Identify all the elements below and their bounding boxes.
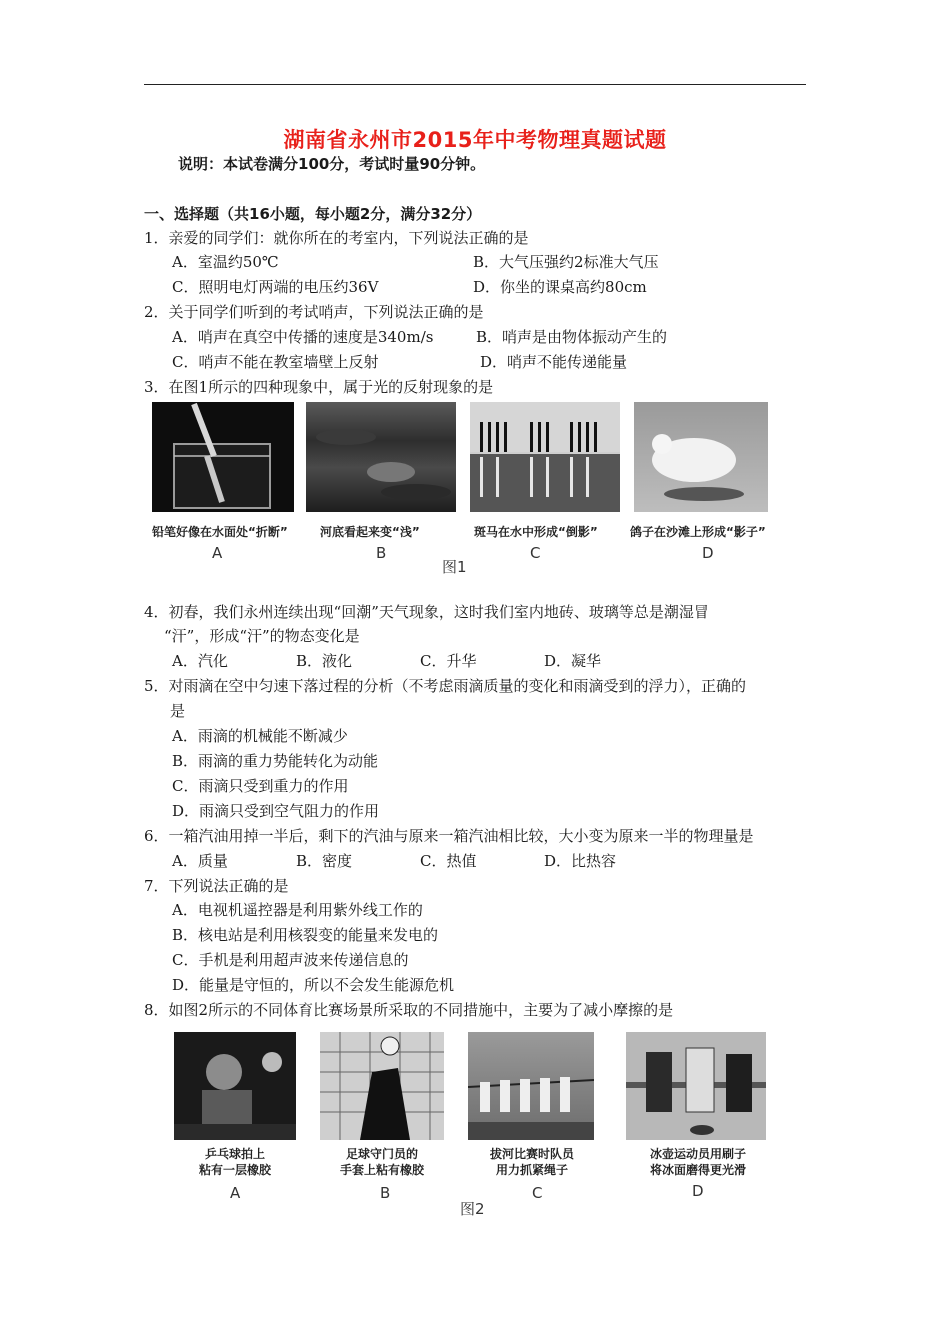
figure-2-caption-d: [626, 1146, 770, 1178]
figure-1-letter-c: C: [530, 544, 541, 562]
figure-1-letter-d: D: [702, 544, 714, 562]
question-6-stem: 6．一箱汽油用掉一半后，剩下的汽油与原来一箱汽油相比较，大小变为原来一半的物理量是: [144, 827, 754, 845]
figure-2-label: 图2: [460, 1200, 485, 1218]
question-7-option-c: C．手机是利用超声波来传递信息的: [172, 951, 409, 969]
figure-2-letter-d: D: [692, 1182, 704, 1200]
question-2-option-c: C．哨声不能在教室墙壁上反射: [172, 353, 379, 371]
question-1-option-d: D．你坐的课桌高约80cm: [473, 278, 647, 296]
figure-2-photo-d: [626, 1032, 766, 1140]
figure-2-caption-b-line2: 手套上粘有橡胶: [339, 1163, 424, 1177]
figure-2-letter-b: B: [380, 1184, 391, 1202]
figure-2-caption-c-line2: 用力抓紧绳子: [495, 1163, 568, 1177]
figure-1-letter-a: A: [212, 544, 223, 562]
figure-1-photo-d: [634, 402, 768, 512]
question-6-option-a: A．质量: [172, 852, 228, 870]
figure-2-caption-b: [314, 1146, 450, 1178]
figure-2-photo-c: [468, 1032, 594, 1140]
question-2-option-d: D．哨声不能传递能量: [480, 353, 628, 371]
question-7-stem: 7．下列说法正确的是: [144, 877, 289, 895]
question-4-stem: 4．初春，我们永州连续出现“回潮”天气现象，这时我们室内地砖、玻璃等总是潮湿冒: [144, 603, 709, 621]
question-2-option-b: B．哨声是由物体振动产生的: [476, 328, 668, 346]
figure-1-caption-b: 河底看起来变“浅”: [320, 525, 420, 539]
question-2-stem: 2．关于同学们听到的考试哨声，下列说法正确的是: [144, 303, 484, 321]
question-4-option-d: D．凝华: [544, 652, 602, 670]
question-5-option-d: D．雨滴只受到空气阻力的作用: [172, 802, 380, 820]
question-1-stem: 1．亲爱的同学们：就你所在的考室内，下列说法正确的是: [144, 229, 529, 247]
figure-1-label: 图1: [442, 558, 467, 576]
question-1-option-a: A．室温约50℃: [172, 253, 279, 271]
figure-2-letter-a: A: [230, 1184, 241, 1202]
figure-2-caption-a-line1: 乒乓球拍上: [204, 1147, 265, 1161]
question-5-option-a: A．雨滴的机械能不断减少: [172, 727, 348, 745]
question-4-option-a: A．汽化: [172, 652, 228, 670]
question-1-option-c: C．照明电灯两端的电压约36V: [172, 278, 379, 296]
page-title: 湖南省永州市2015年中考物理真题试题: [283, 128, 667, 152]
figure-1-letter-b: B: [376, 544, 387, 562]
figure-1-photo-c: [470, 402, 620, 512]
question-5-option-b: B．雨滴的重力势能转化为动能: [172, 752, 379, 770]
question-6-option-d: D．比热容: [544, 852, 617, 870]
question-5-option-c: C．雨滴只受到重力的作用: [172, 777, 349, 795]
question-6-option-c: C．热值: [420, 852, 477, 870]
question-6-option-b: B．密度: [296, 852, 353, 870]
figure-1-caption-d: 鸽子在沙滩上形成“影子”: [630, 525, 766, 539]
question-4-option-c: C．升华: [420, 652, 477, 670]
question-4-option-b: B．液化: [296, 652, 353, 670]
question-5-stem-cont: 是: [170, 702, 186, 720]
figure-2: [168, 1026, 778, 1220]
question-3-stem: 3．在图1所示的四种现象中，属于光的反射现象的是: [144, 378, 494, 396]
figure-1-caption-a: 铅笔好像在水面处“折断”: [152, 525, 288, 539]
question-7-option-a: A．电视机遥控器是利用紫外线工作的: [172, 901, 423, 919]
figure-2-caption-b-line1: 足球守门员的: [345, 1147, 418, 1161]
question-1-option-b: B．大气压强约2标准大气压: [473, 253, 659, 271]
question-4-stem-cont: “汗”，形成“汗”的物态变化是: [164, 627, 360, 645]
figure-2-caption-c-line1: 拔河比赛时队员: [489, 1147, 574, 1161]
figure-2-caption-a-line2: 粘有一层橡胶: [198, 1163, 271, 1177]
question-7-option-b: B．核电站是利用核裂变的能量来发电的: [172, 926, 439, 944]
top-rule: [144, 84, 806, 85]
figure-1-photo-b: [306, 402, 456, 512]
question-7-option-d: D．能量是守恒的，所以不会发生能源危机: [172, 976, 455, 994]
figure-2-photo-a: [174, 1032, 296, 1140]
exam-note: 说明：本试卷满分100分，考试时量90分钟。: [178, 155, 486, 173]
figure-2-caption-c: [464, 1146, 600, 1178]
figure-1-photo-a: [152, 402, 294, 512]
figure-2-photo-b: [320, 1032, 444, 1140]
figure-2-caption-a: [168, 1146, 302, 1178]
question-8-stem: 8．如图2所示的不同体育比赛场景所采取的不同措施中，主要为了减小摩擦的是: [144, 1001, 674, 1019]
section-heading: 一、选择题（共16小题，每小题2分，满分32分）: [144, 205, 482, 223]
figure-2-caption-d-line2: 将冰面磨得更光滑: [649, 1163, 746, 1177]
question-5-stem: 5．对雨滴在空中匀速下落过程的分析（不考虑雨滴质量的变化和雨滴受到的浮力），正确的: [144, 677, 747, 695]
figure-2-letter-c: C: [532, 1184, 543, 1202]
figure-2-caption-d-line1: 冰壶运动员用刷子: [649, 1147, 746, 1161]
question-2-option-a: A．哨声在真空中传播的速度是340m/s: [172, 328, 434, 346]
figure-1: [144, 398, 774, 578]
figure-1-caption-c: 斑马在水中形成“倒影”: [474, 525, 598, 539]
